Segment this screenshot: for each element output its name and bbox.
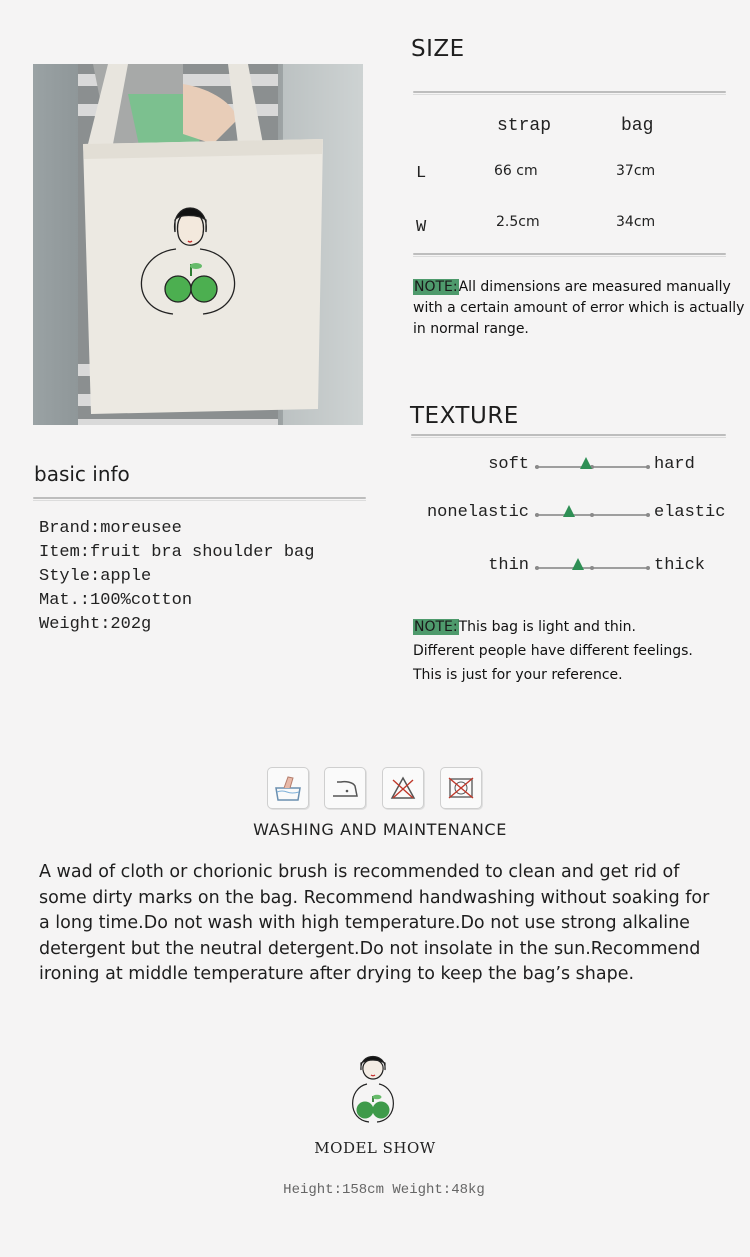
no-bleach-icon	[382, 767, 424, 809]
size-bottom-rule	[413, 253, 726, 255]
texture-level-marker	[572, 558, 584, 570]
care-text-line-3: a long time.Do not wash with high temperature.Do not use strong alkaline	[39, 913, 690, 933]
texture-slider-tick	[535, 566, 539, 570]
texture-level-marker	[563, 505, 575, 517]
texture-label-left-2: thin	[488, 556, 529, 575]
texture-label-right-1: elastic	[654, 503, 726, 522]
basic-info-rule	[33, 497, 366, 499]
model-title: MODEL SHOW	[314, 1139, 436, 1157]
size-l-strap: 66 cm	[494, 163, 538, 179]
texture-label-right-2: thick	[654, 556, 706, 575]
size-l-bag: 37cm	[616, 163, 656, 179]
texture-note-line-3: This is just for your reference.	[413, 667, 623, 683]
product-photo	[33, 64, 363, 425]
basic-info-style: Style:apple	[39, 567, 152, 586]
hand-wash-icon	[267, 767, 309, 809]
texture-slider-tick	[590, 513, 594, 517]
texture-note-tag: NOTE:	[414, 619, 458, 635]
care-text-line-2: some dirty marks on the bag. Recommend handwashing without soaking for	[39, 887, 710, 908]
texture-slider-track-2	[535, 567, 648, 569]
iron-icon	[324, 767, 366, 809]
size-note-line-3: in normal range.	[413, 321, 529, 337]
care-text	[39, 860, 739, 988]
basic-info-weight: Weight:202g	[39, 615, 152, 634]
texture-label-left-0: soft	[488, 455, 529, 474]
size-top-rule	[413, 91, 726, 93]
texture-slider-tick	[646, 513, 650, 517]
basic-info-brand: Brand:moreusee	[39, 519, 182, 538]
size-w-strap: 2.5cm	[496, 214, 540, 230]
basic-info-material: Mat.:100%cotton	[39, 591, 193, 610]
size-note-line-2: with a certain amount of error which is actually	[413, 300, 745, 316]
model-stats: Height:158cm Weight:48kg	[283, 1182, 485, 1198]
care-text-line-4: detergent but the neutral detergent.Do not insolate in the sun.Recommend	[39, 938, 701, 959]
texture-slider-tick	[590, 566, 594, 570]
texture-label-left-1: nonelastic	[426, 503, 529, 522]
no-tumble-dry-icon	[440, 767, 482, 809]
size-col-strap: strap	[497, 116, 552, 136]
texture-slider-tick	[535, 513, 539, 517]
texture-slider-track-1	[535, 514, 648, 516]
basic-info-list	[39, 517, 314, 637]
texture-slider-tick	[646, 566, 650, 570]
size-row-label-l: L	[416, 164, 427, 183]
texture-slider-tick	[646, 465, 650, 469]
texture-title: TEXTURE	[410, 403, 519, 429]
texture-rule	[411, 434, 726, 436]
basic-info-title: basic info	[34, 462, 130, 486]
texture-slider-tick	[535, 465, 539, 469]
model-logo-icon	[345, 1054, 401, 1126]
care-title: WASHING AND MAINTENANCE	[253, 820, 507, 839]
size-title: SIZE	[411, 36, 465, 62]
care-text-line-5: ironing at middle temperature after drying to keep the bag’s shape.	[39, 964, 635, 984]
texture-label-right-0: hard	[654, 455, 695, 474]
size-row-label-w: W	[416, 218, 427, 237]
texture-level-marker	[580, 457, 592, 469]
basic-info-item: Item:fruit bra shoulder bag	[39, 543, 315, 562]
size-note-line-1: All dimensions are measured manually	[458, 279, 731, 295]
size-col-bag: bag	[621, 116, 654, 136]
size-note-tag: NOTE:	[414, 279, 458, 295]
size-w-bag: 34cm	[616, 214, 656, 230]
size-note	[413, 277, 748, 340]
care-text-line-1: A wad of cloth or chorionic brush is recommended to clean and get rid of	[39, 862, 680, 882]
texture-note-line-2: Different people have different feelings.	[413, 643, 693, 659]
texture-note-line-1: This bag is light and thin.	[458, 619, 636, 635]
texture-slider-track-0	[535, 466, 648, 468]
texture-note	[413, 615, 743, 687]
